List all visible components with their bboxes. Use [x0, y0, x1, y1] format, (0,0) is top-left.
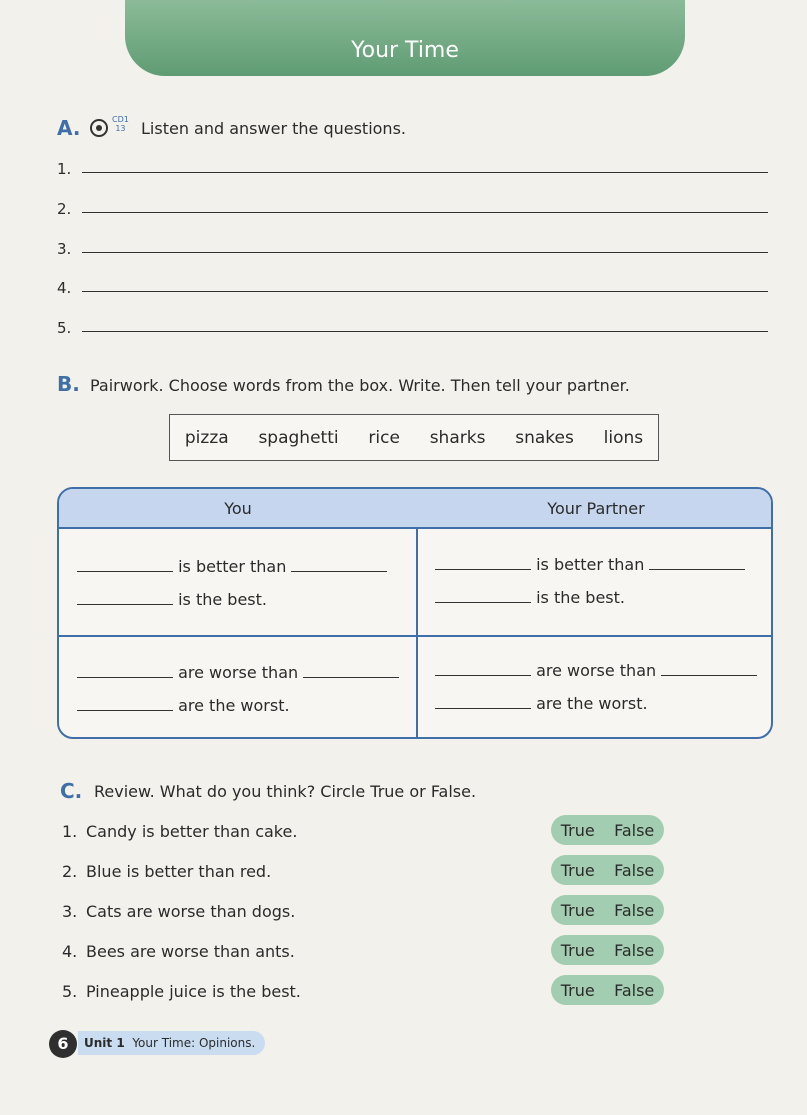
blank-line[interactable]: [303, 663, 399, 678]
false-option[interactable]: False: [614, 900, 655, 920]
true-false-choice: [551, 815, 664, 845]
blank-line[interactable]: [435, 694, 531, 709]
true-option[interactable]: True: [560, 980, 595, 1000]
list-item: 1. Candy is better than cake.: [62, 822, 298, 841]
true-option[interactable]: True: [560, 820, 595, 840]
footer-unit-label: Unit 1 Your Time: Opinions.: [78, 1031, 265, 1055]
question-number: 2.: [57, 200, 72, 218]
list-item: 4. Bees are worse than ants.: [62, 942, 295, 961]
column-header-partner: Your Partner: [547, 499, 645, 518]
blank-line[interactable]: [291, 557, 387, 572]
word-item: lions: [603, 427, 644, 448]
true-option[interactable]: True: [560, 940, 595, 960]
table-row: is better than: [435, 555, 745, 574]
table-divider: [59, 635, 771, 637]
blank-line[interactable]: [77, 590, 173, 605]
table-row: are worse than: [77, 663, 399, 682]
true-false-choice: [551, 975, 664, 1005]
true-false-choice: [551, 935, 664, 965]
pairwork-table: [57, 487, 773, 739]
section-a-letter: A.: [57, 116, 81, 140]
word-item: pizza: [184, 427, 229, 448]
word-item: rice: [368, 427, 400, 448]
false-option[interactable]: False: [614, 980, 655, 1000]
cd-audio-icon[interactable]: [90, 119, 108, 137]
section-c-instruction: Review. What do you think? Circle True or False.: [94, 782, 477, 801]
blank-line[interactable]: [661, 661, 757, 676]
true-option[interactable]: True: [560, 860, 595, 880]
table-row: is the best.: [77, 590, 267, 609]
table-row: is the best.: [435, 588, 625, 607]
blank-line[interactable]: [77, 663, 173, 678]
false-option[interactable]: False: [614, 860, 655, 880]
question-number: 1.: [57, 160, 72, 178]
answer-line[interactable]: [82, 172, 768, 173]
section-a-instruction: Listen and answer the questions.: [141, 119, 406, 138]
table-divider: [416, 529, 418, 739]
blank-line[interactable]: [77, 557, 173, 572]
table-row: is better than: [77, 557, 387, 576]
word-box: [169, 414, 659, 461]
answer-line[interactable]: [82, 331, 768, 332]
table-row: are worse than: [435, 661, 757, 680]
list-item: 2. Blue is better than red.: [62, 862, 272, 881]
word-item: snakes: [515, 427, 574, 448]
answer-line[interactable]: [82, 252, 768, 253]
blank-line[interactable]: [435, 661, 531, 676]
page-number: 6: [49, 1030, 77, 1058]
false-option[interactable]: False: [614, 940, 655, 960]
section-c-letter: C.: [60, 779, 83, 803]
blank-line[interactable]: [435, 588, 531, 603]
cd-track-label: CD1 13: [112, 115, 129, 133]
section-b-instruction: Pairwork. Choose words from the box. Write. Then tell your partner.: [90, 376, 630, 395]
question-number: 3.: [57, 240, 72, 258]
table-header: [59, 489, 771, 529]
list-item: 5. Pineapple juice is the best.: [62, 982, 301, 1001]
true-option[interactable]: True: [560, 900, 595, 920]
question-number: 4.: [57, 279, 72, 297]
true-false-choice: [551, 855, 664, 885]
false-option[interactable]: False: [614, 820, 655, 840]
blank-line[interactable]: [435, 555, 531, 570]
word-item: sharks: [429, 427, 486, 448]
question-number: 5.: [57, 319, 72, 337]
blank-line[interactable]: [649, 555, 745, 570]
answer-line[interactable]: [82, 212, 768, 213]
list-item: 3. Cats are worse than dogs.: [62, 902, 296, 921]
word-item: spaghetti: [258, 427, 339, 448]
column-header-you: You: [224, 499, 252, 518]
true-false-choice: [551, 895, 664, 925]
blank-line[interactable]: [77, 696, 173, 711]
page-header: Your Time: [125, 0, 685, 76]
table-row: are the worst.: [435, 694, 648, 713]
section-b-letter: B.: [57, 372, 80, 396]
answer-line[interactable]: [82, 291, 768, 292]
table-row: are the worst.: [77, 696, 290, 715]
